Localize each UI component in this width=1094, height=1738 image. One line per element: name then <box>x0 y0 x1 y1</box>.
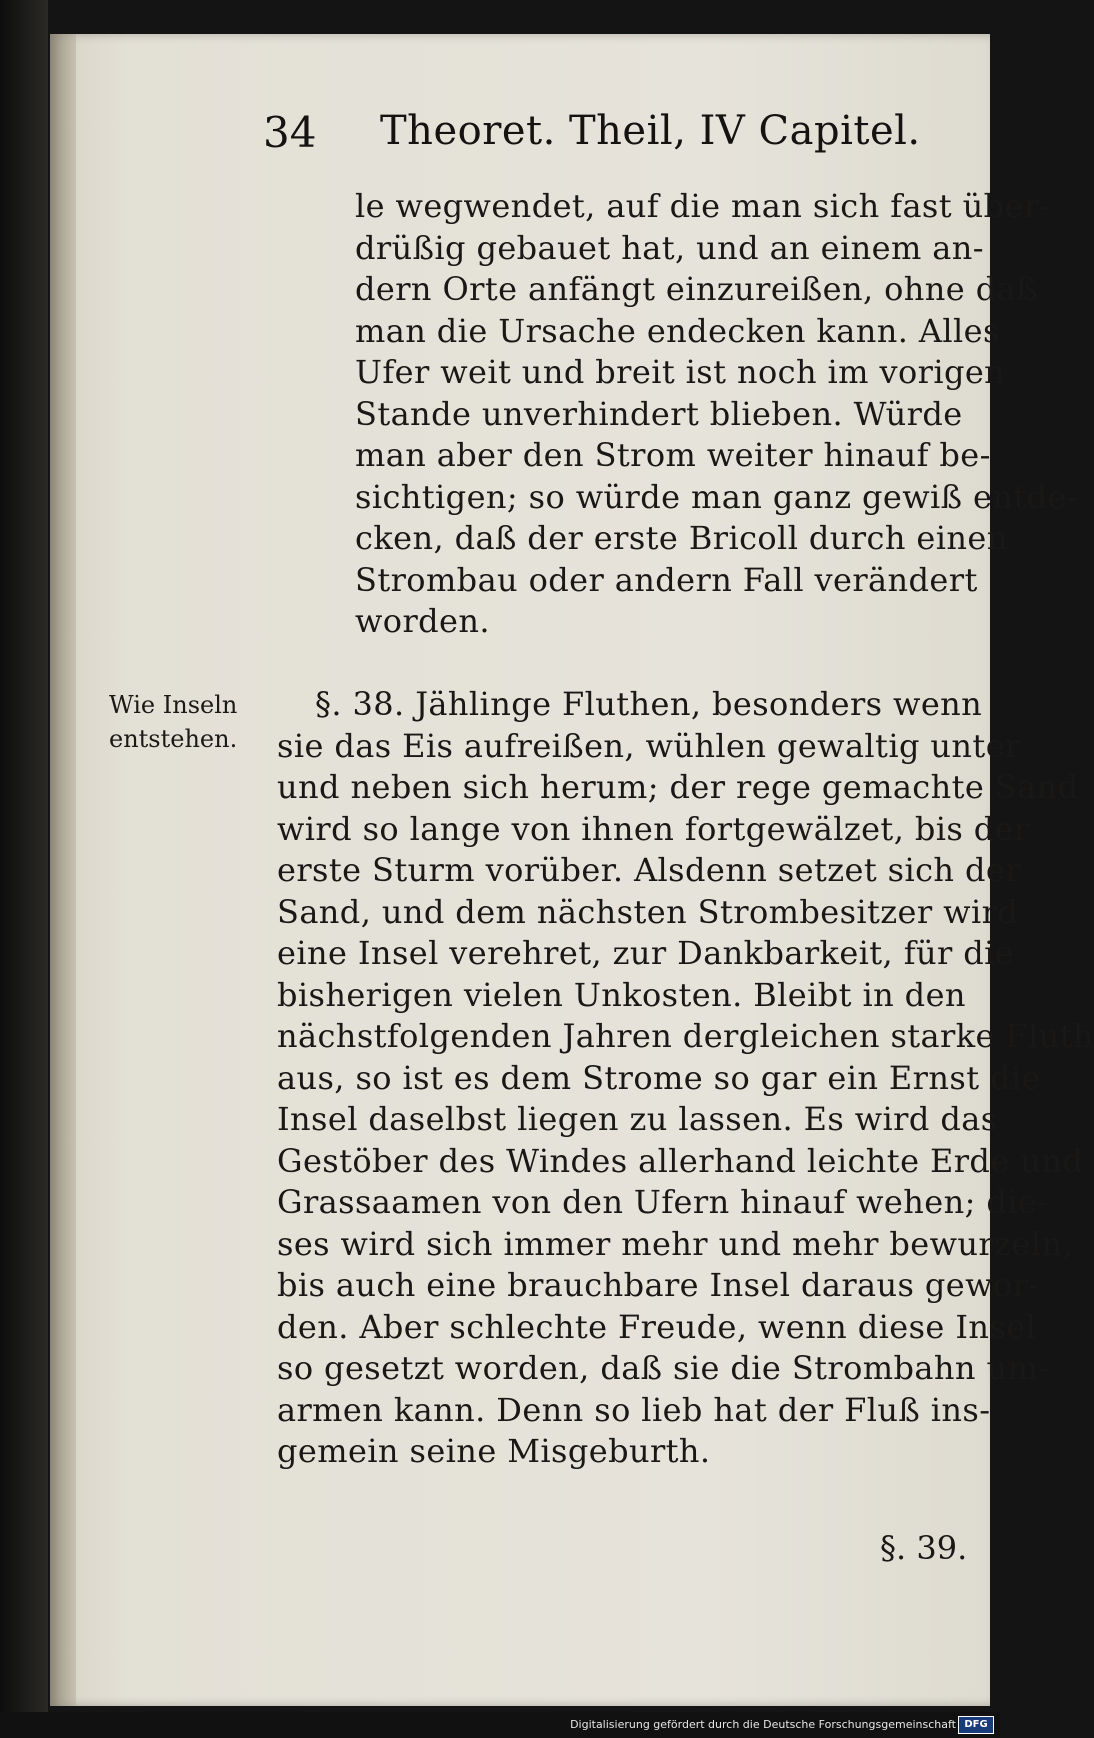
book-page <box>50 34 1094 1706</box>
text-line: und neben sich herum; der rege gemachte Sand <box>277 768 1079 806</box>
marginal-note-line: Wie Inseln <box>109 691 238 719</box>
continued-paragraph <box>355 186 1079 643</box>
running-title: Theoret. Theil, IV Capitel. <box>380 108 921 154</box>
dfg-logo-icon: DFG <box>958 1716 994 1734</box>
section-38-paragraph <box>277 684 1094 1473</box>
text-line: man die Ursache endecken kann. Alles <box>355 311 1000 350</box>
text-line: bis auch eine brauchbare Insel daraus gewor- <box>277 1266 1040 1304</box>
text-line: dern Orte anfängt einzureißen, ohne daß <box>355 270 1038 308</box>
running-head <box>50 104 990 164</box>
text-line: Gestöber des Windes allerhand leichte Erde und <box>277 1141 1084 1180</box>
text-line: ses wird sich immer mehr und mehr bewurzeln, <box>277 1224 1073 1263</box>
text-line: drüßig gebauet hat, und an einem an- <box>355 228 984 267</box>
page-number: 34 <box>263 108 317 157</box>
text-line: le wegwendet, auf die man sich fast über- <box>355 187 1051 225</box>
text-line: sie das Eis aufreißen, wühlen gewaltig unter <box>277 726 1021 765</box>
marginal-note <box>109 688 279 756</box>
text-line: sichtigen; so würde man ganz gewiß entde- <box>355 477 1079 516</box>
text-line: Grassaamen von den Ufern hinauf wehen; die- <box>277 1183 1049 1221</box>
scan-left-edge <box>0 0 48 1738</box>
text-line: gemein seine Misgeburth. <box>277 1432 711 1470</box>
text-line: den. Aber schlechte Freude, wenn diese Insel <box>277 1307 1037 1346</box>
text-line: §. 38. Jählinge Fluthen, besonders wenn <box>315 685 983 723</box>
text-line: so gesetzt worden, daß sie die Strombahn um- <box>277 1349 1050 1387</box>
marginal-note-line: entstehen. <box>109 725 238 753</box>
text-line: Sand, und dem nächsten Strombesitzer wird <box>277 892 1019 931</box>
catchword: §. 39. <box>880 1529 968 1567</box>
text-line: bisherigen vielen Unkosten. Bleibt in den <box>277 975 966 1014</box>
text-line: armen kann. Denn so lieb hat der Fluß ins- <box>277 1390 991 1429</box>
text-line: Stande unverhindert blieben. Würde <box>355 394 963 433</box>
text-line: eine Insel verehret, zur Dankbarkeit, für die <box>277 934 1015 972</box>
text-line: aus, so ist es dem Strome so gar ein Ernst die <box>277 1058 1041 1097</box>
text-line: worden. <box>355 602 490 640</box>
text-line: man aber den Strom weiter hinauf be- <box>355 436 991 474</box>
text-line: Strombau oder andern Fall verändert <box>355 560 978 599</box>
text-line: cken, daß der erste Bricoll durch einen <box>355 519 1008 557</box>
text-line: Insel daselbst liegen zu lassen. Es wird das <box>277 1100 998 1138</box>
text-line: wird so lange von ihnen fortgewälzet, bis der <box>277 809 1030 848</box>
text-line: nächstfolgenden Jahren dergleichen starke Fluth <box>277 1017 1094 1055</box>
text-line: erste Sturm vorüber. Alsdenn setzet sich der <box>277 851 1021 889</box>
funding-credit: Digitalisierung gefördert durch die Deutsche Forschungsgemeinschaft <box>570 1718 956 1731</box>
text-line: Ufer weit und breit ist noch im vorigen <box>355 353 1006 391</box>
